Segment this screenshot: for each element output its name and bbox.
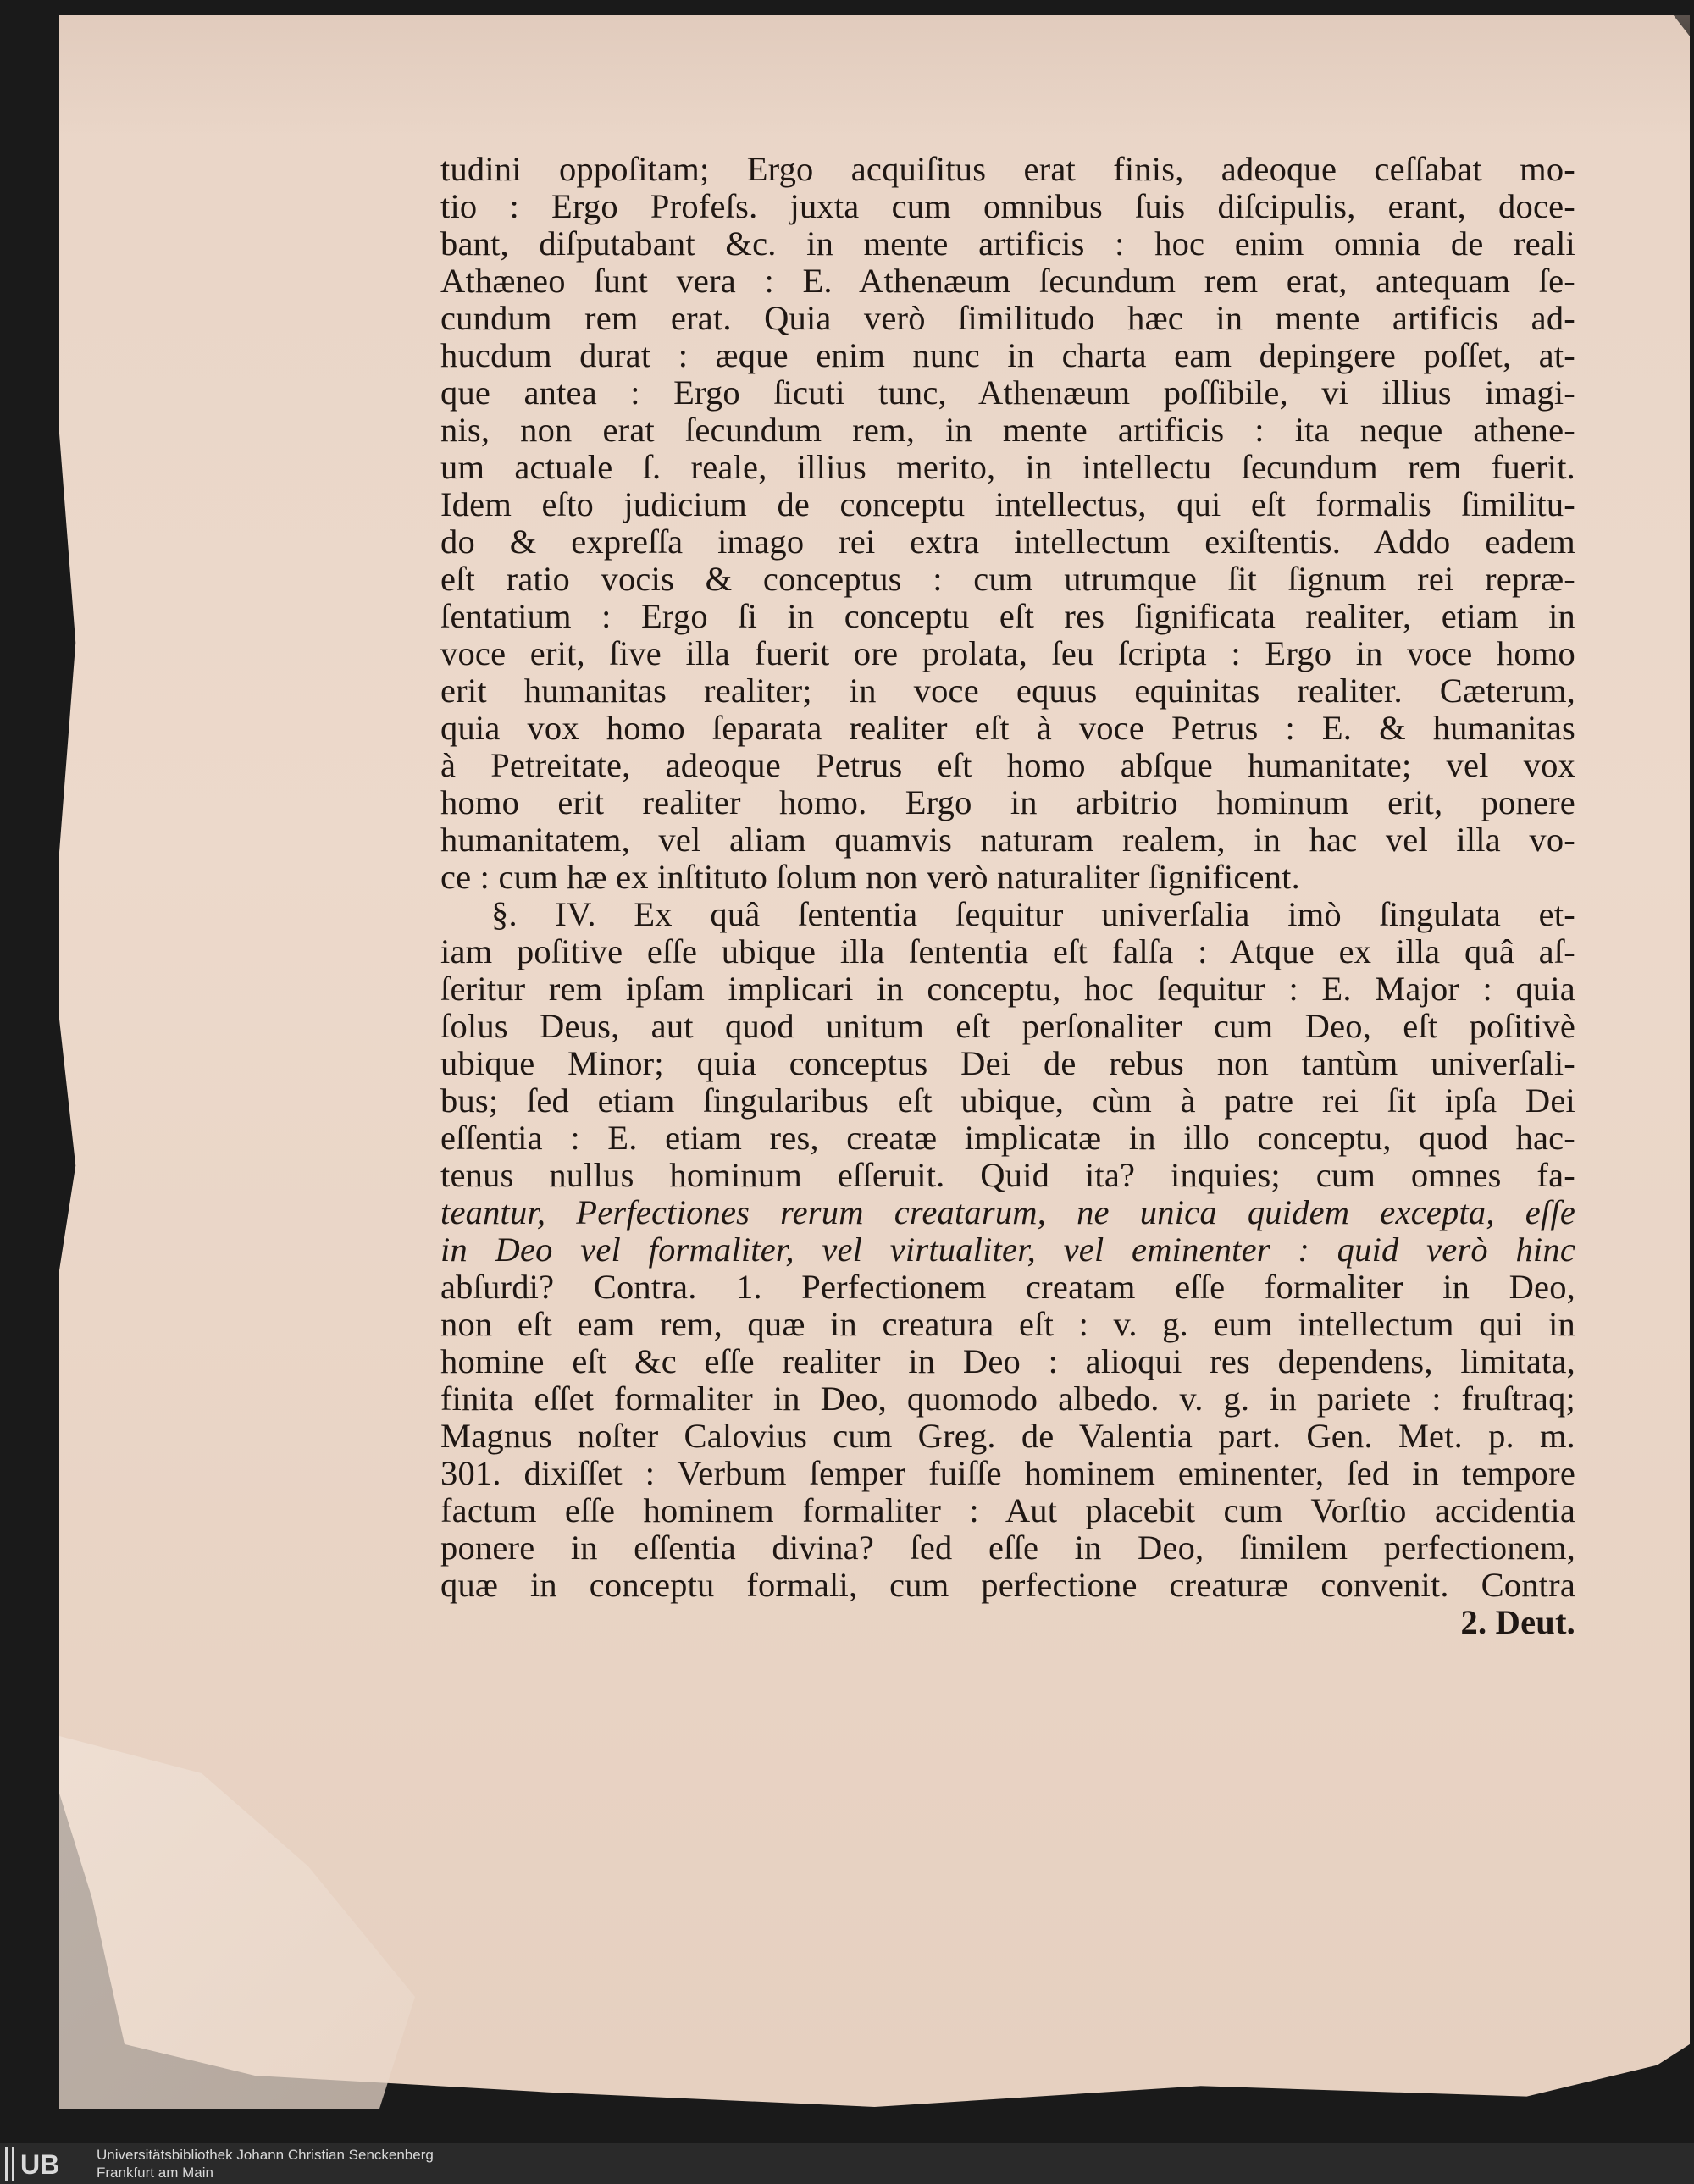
text-line: ſeritur rem ipſam implicari in conceptu, hoc ſequitur : E. Major : quia bbox=[440, 970, 1575, 1008]
text-line: iam poſitive eſſe ubique illa ſententia eſt falſa : Atque ex illa quâ aſ- bbox=[440, 932, 1575, 970]
text-line: que antea : Ergo ſicuti tunc, Athenæum poſſibile, vi illius imagi- bbox=[440, 373, 1575, 412]
catchword: 2. Deut. bbox=[1460, 1603, 1575, 1641]
ub-logo bbox=[0, 2143, 91, 2184]
text-line: ponere in eſſentia divina? ſed eſſe in Deo, ſimilem perfectionem, bbox=[440, 1529, 1575, 1567]
ub-logo-text: UB bbox=[20, 2148, 60, 2180]
text-line: Idem eſto judicium de conceptu intellectus, qui eſt formalis ſimilitu- bbox=[440, 485, 1575, 523]
text-line: ſentatium : Ergo ſi in conceptu eſt res ſignificata realiter, etiam in bbox=[440, 597, 1575, 635]
text-line: ce : cum hæ ex inſtituto ſolum non verò naturaliter ſignificent. bbox=[440, 858, 1300, 896]
text-line: tudini oppoſitam; Ergo acquiſitus erat finis, adeoque ceſſabat mo- bbox=[440, 150, 1575, 188]
text-line: 301. dixiſſet : Verbum ſemper fuiſſe hominem eminenter, ſed in tempore bbox=[440, 1454, 1575, 1492]
text-line: tenus nullus hominum eſſeruit. Quid ita? inquies; cum omnes fa- bbox=[440, 1156, 1575, 1194]
text-line: nis, non erat ſecundum rem, in mente artificis : ita neque athene- bbox=[440, 411, 1575, 449]
text-line: voce erit, ſive illa fuerit ore prolata, ſeu ſcripta : Ergo in voce homo bbox=[440, 634, 1575, 672]
text-line: ſolus Deus, aut quod unitum eſt perſonaliter cum Deo, eſt poſitivè bbox=[440, 1007, 1575, 1045]
library-footer bbox=[0, 2143, 1694, 2184]
text-line: do & expreſſa imago rei extra intellectum exiſtentis. Addo eadem bbox=[440, 523, 1575, 561]
text-line: §. IV. Ex quâ ſententia ſequitur univerſalia imò ſingulata et- bbox=[491, 895, 1575, 933]
footer-text bbox=[97, 2146, 434, 2181]
text-line: um actuale ſ. reale, illius merito, in intellectu ſecundum rem fuerit. bbox=[440, 448, 1575, 486]
text-line: teantur, Perfectiones rerum creatarum, ne unica quidem excepta, eſſe bbox=[440, 1193, 1575, 1231]
text-line: homo erit realiter homo. Ergo in arbitrio hominum erit, ponere bbox=[440, 783, 1575, 821]
text-line: erit humanitas realiter; in voce equus equinitas realiter. Cæterum, bbox=[440, 672, 1575, 710]
text-line: abſurdi? Contra. 1. Perfectionem creatam eſſe formaliter in Deo, bbox=[440, 1268, 1575, 1306]
text-line: eſſentia : E. etiam res, creatæ implicatæ in illo conceptu, quod hac- bbox=[440, 1119, 1575, 1157]
text-line: quia vox homo ſeparata realiter eſt à voce Petrus : E. & humanitas bbox=[440, 709, 1575, 747]
page-text bbox=[440, 151, 1575, 1641]
text-line: factum eſſe hominem formaliter : Aut placebit cum Vorſtio accidentia bbox=[440, 1491, 1575, 1529]
footer-line-2: Frankfurt am Main bbox=[97, 2164, 213, 2181]
text-line: in Deo vel formaliter, vel virtualiter, vel eminenter : quid verò hinc bbox=[440, 1230, 1575, 1269]
text-line: quæ in conceptu formali, cum perfectione creaturæ convenit. Contra bbox=[440, 1566, 1575, 1604]
text-line: humanitatem, vel aliam quamvis naturam realem, in hac vel illa vo- bbox=[440, 821, 1575, 859]
ub-logo-icon bbox=[5, 2147, 86, 2181]
paper-stain bbox=[59, 15, 1690, 134]
text-line: bus; ſed etiam ſingularibus eſt ubique, cùm à patre rei ſit ipſa Dei bbox=[440, 1081, 1575, 1120]
text-line: cundum rem erat. Quia verò ſimilitudo hæc in mente artificis ad- bbox=[440, 299, 1575, 337]
text-line: bant, diſputabant &c. in mente artificis : hoc enim omnia de reali bbox=[440, 224, 1575, 263]
text-line: hucdum durat : æque enim nunc in charta eam depingere poſſet, at- bbox=[440, 336, 1575, 374]
text-line: Athæneo ſunt vera : E. Athenæum ſecundum rem erat, antequam ſe- bbox=[440, 262, 1575, 300]
text-line: ubique Minor; quia conceptus Dei de rebus non tantùm univerſali- bbox=[440, 1044, 1575, 1082]
text-line: non eſt eam rem, quæ in creatura eſt : v. g. eum intellectum qui in bbox=[440, 1305, 1575, 1343]
footer-line-1: Universitätsbibliothek Johann Christian Senckenberg bbox=[97, 2146, 434, 2163]
text-line: finita eſſet formaliter in Deo, quomodo albedo. v. g. in pariete : fruſtraq; bbox=[440, 1380, 1575, 1418]
text-line: Magnus noſter Calovius cum Greg. de Valentia part. Gen. Met. p. m. bbox=[440, 1417, 1575, 1455]
text-line: tio : Ergo Profeſs. juxta cum omnibus ſuis diſcipulis, erant, doce- bbox=[440, 187, 1575, 225]
text-line: à Petreitate, adeoque Petrus eſt homo abſque humanitate; vel vox bbox=[440, 746, 1575, 784]
text-line: eſt ratio vocis & conceptus : cum utrumque ſit ſignum rei repræ- bbox=[440, 560, 1575, 598]
text-line: homine eſt &c eſſe realiter in Deo : alioqui res dependens, limitata, bbox=[440, 1342, 1575, 1380]
